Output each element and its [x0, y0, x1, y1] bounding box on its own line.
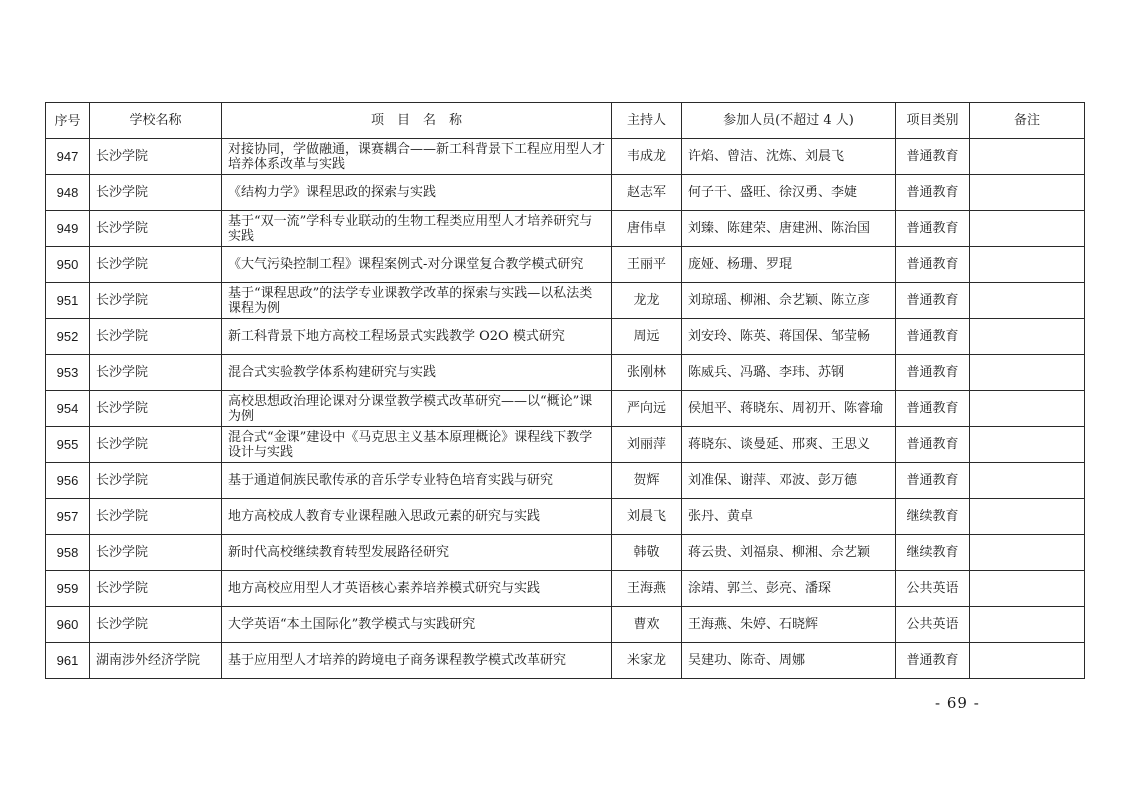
row-members: 张丹、黄卓: [682, 499, 896, 535]
row-title: 对接协同，学做融通，课赛耦合——新工科背景下工程应用型人才培养体系改革与实践: [222, 139, 612, 175]
row-host: 唐伟卓: [612, 211, 682, 247]
header-note: 备注: [970, 103, 1085, 139]
row-note: [970, 211, 1085, 247]
row-title: 基于通道侗族民歌传承的音乐学专业特色培育实践与研究: [222, 463, 612, 499]
row-school: 长沙学院: [90, 463, 222, 499]
row-title: 新时代高校继续教育转型发展路径研究: [222, 535, 612, 571]
row-school: 长沙学院: [90, 319, 222, 355]
row-members: 涂靖、郭兰、彭亮、潘琛: [682, 571, 896, 607]
row-members: 王海燕、朱婷、石晓辉: [682, 607, 896, 643]
row-host: 米家龙: [612, 643, 682, 679]
header-num: 序号: [46, 103, 90, 139]
row-title: 地方高校应用型人才英语核心素养培养模式研究与实践: [222, 571, 612, 607]
row-title: 高校思想政治理论课对分课堂教学模式改革研究——以“概论”课为例: [222, 391, 612, 427]
row-title: 基于“双一流”学科专业联动的生物工程类应用型人才培养研究与实践: [222, 211, 612, 247]
row-title: 基于应用型人才培养的跨境电子商务课程教学模式改革研究: [222, 643, 612, 679]
row-num: 961: [46, 643, 90, 679]
row-school: 长沙学院: [90, 607, 222, 643]
row-host: 曹欢: [612, 607, 682, 643]
row-host: 王丽平: [612, 247, 682, 283]
row-members: 刘准保、谢萍、邓波、彭万德: [682, 463, 896, 499]
row-members: 蒋晓东、谈曼延、邢爽、王思义: [682, 427, 896, 463]
row-host: 韦成龙: [612, 139, 682, 175]
row-school: 长沙学院: [90, 571, 222, 607]
page-number: - 69 -: [935, 694, 980, 712]
row-num: 960: [46, 607, 90, 643]
row-host: 刘晨飞: [612, 499, 682, 535]
row-host: 王海燕: [612, 571, 682, 607]
row-category: 普通教育: [896, 211, 970, 247]
row-category: 普通教育: [896, 319, 970, 355]
row-category: 普通教育: [896, 247, 970, 283]
table-row: [46, 571, 1085, 607]
row-note: [970, 283, 1085, 319]
row-num: 951: [46, 283, 90, 319]
row-members: 许焰、曾洁、沈炼、刘晨飞: [682, 139, 896, 175]
table-header-row: [46, 103, 1085, 139]
row-title: 新工科背景下地方高校工程场景式实践教学 O2O 模式研究: [222, 319, 612, 355]
table-row: [46, 427, 1085, 463]
row-category: 公共英语: [896, 607, 970, 643]
row-title: 《结构力学》课程思政的探索与实践: [222, 175, 612, 211]
row-school: 长沙学院: [90, 355, 222, 391]
row-host: 韩敬: [612, 535, 682, 571]
row-note: [970, 247, 1085, 283]
header-host: 主持人: [612, 103, 682, 139]
row-host: 赵志军: [612, 175, 682, 211]
table-row: [46, 391, 1085, 427]
table-row: [46, 355, 1085, 391]
project-table: [45, 102, 1085, 679]
row-note: [970, 391, 1085, 427]
row-num: 949: [46, 211, 90, 247]
row-category: 公共英语: [896, 571, 970, 607]
row-school: 长沙学院: [90, 391, 222, 427]
row-title: 大学英语“本土国际化”教学模式与实践研究: [222, 607, 612, 643]
row-category: 普通教育: [896, 643, 970, 679]
header-members: 参加人员(不超过 4 人): [682, 103, 896, 139]
row-school: 长沙学院: [90, 499, 222, 535]
row-num: 958: [46, 535, 90, 571]
row-title: 地方高校成人教育专业课程融入思政元素的研究与实践: [222, 499, 612, 535]
row-host: 贺辉: [612, 463, 682, 499]
row-title: 混合式实验教学体系构建研究与实践: [222, 355, 612, 391]
row-num: 954: [46, 391, 90, 427]
table-row: [46, 463, 1085, 499]
row-school: 长沙学院: [90, 175, 222, 211]
row-host: 周远: [612, 319, 682, 355]
row-school: 长沙学院: [90, 139, 222, 175]
row-members: 陈威兵、冯璐、李玮、苏钢: [682, 355, 896, 391]
row-school: 长沙学院: [90, 283, 222, 319]
row-school: 湖南涉外经济学院: [90, 643, 222, 679]
row-num: 953: [46, 355, 90, 391]
row-members: 何子干、盛旺、徐汉勇、李婕: [682, 175, 896, 211]
row-title: 基于“课程思政”的法学专业课教学改革的探索与实践—以私法类课程为例: [222, 283, 612, 319]
row-num: 952: [46, 319, 90, 355]
table-row: [46, 607, 1085, 643]
table-row: [46, 535, 1085, 571]
row-num: 959: [46, 571, 90, 607]
row-note: [970, 607, 1085, 643]
row-note: [970, 355, 1085, 391]
row-num: 955: [46, 427, 90, 463]
row-note: [970, 319, 1085, 355]
row-members: 吴建功、陈奇、周娜: [682, 643, 896, 679]
row-num: 957: [46, 499, 90, 535]
row-category: 继续教育: [896, 535, 970, 571]
row-note: [970, 139, 1085, 175]
row-host: 严向远: [612, 391, 682, 427]
row-title: 《大气污染控制工程》课程案例式-对分课堂复合教学模式研究: [222, 247, 612, 283]
row-note: [970, 427, 1085, 463]
row-note: [970, 463, 1085, 499]
table-row: [46, 319, 1085, 355]
row-category: 普通教育: [896, 283, 970, 319]
row-school: 长沙学院: [90, 427, 222, 463]
table-row: [46, 175, 1085, 211]
row-category: 普通教育: [896, 427, 970, 463]
table-row: [46, 643, 1085, 679]
row-members: 侯旭平、蒋晓东、周初开、陈睿瑜: [682, 391, 896, 427]
row-num: 947: [46, 139, 90, 175]
row-host: 刘丽萍: [612, 427, 682, 463]
row-num: 948: [46, 175, 90, 211]
table-row: [46, 283, 1085, 319]
row-school: 长沙学院: [90, 211, 222, 247]
row-category: 普通教育: [896, 391, 970, 427]
row-note: [970, 499, 1085, 535]
row-category: 继续教育: [896, 499, 970, 535]
table-row: [46, 139, 1085, 175]
table-row: [46, 247, 1085, 283]
row-members: 庞娅、杨珊、罗琨: [682, 247, 896, 283]
row-school: 长沙学院: [90, 535, 222, 571]
row-note: [970, 643, 1085, 679]
row-category: 普通教育: [896, 463, 970, 499]
table-row: [46, 211, 1085, 247]
row-members: 刘臻、陈建荣、唐建洲、陈治国: [682, 211, 896, 247]
row-title: 混合式“金课”建设中《马克思主义基本原理概论》课程线下教学设计与实践: [222, 427, 612, 463]
header-title: 项 目 名 称: [222, 103, 612, 139]
row-num: 950: [46, 247, 90, 283]
row-school: 长沙学院: [90, 247, 222, 283]
row-host: 张刚林: [612, 355, 682, 391]
row-category: 普通教育: [896, 139, 970, 175]
header-school: 学校名称: [90, 103, 222, 139]
row-members: 蒋云贵、刘福泉、柳湘、佘艺颖: [682, 535, 896, 571]
row-note: [970, 175, 1085, 211]
row-category: 普通教育: [896, 355, 970, 391]
row-category: 普通教育: [896, 175, 970, 211]
row-num: 956: [46, 463, 90, 499]
row-note: [970, 571, 1085, 607]
row-members: 刘琼瑶、柳湘、佘艺颖、陈立彦: [682, 283, 896, 319]
row-note: [970, 535, 1085, 571]
header-category: 项目类别: [896, 103, 970, 139]
table-row: [46, 499, 1085, 535]
row-host: 龙龙: [612, 283, 682, 319]
row-members: 刘安玲、陈英、蒋国保、邹莹畅: [682, 319, 896, 355]
